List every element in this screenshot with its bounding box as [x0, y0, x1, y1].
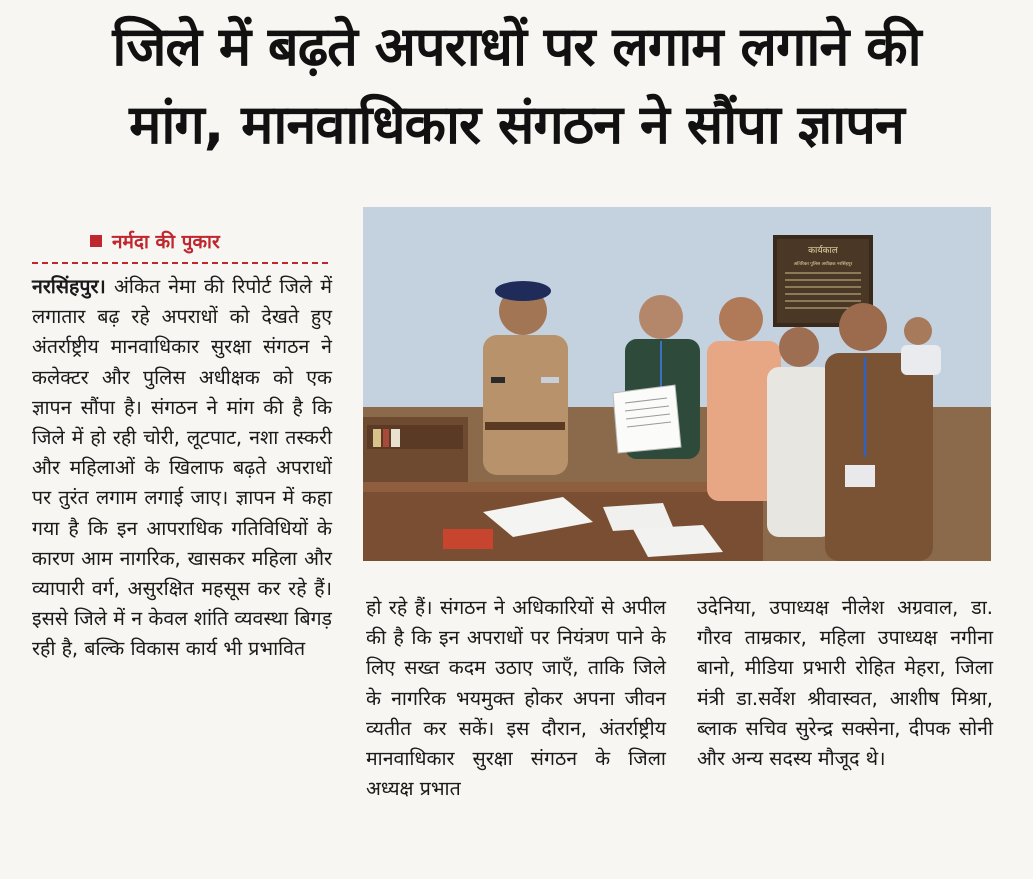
- article-column-2-text: हो रहे हैं। संगठन ने अधिकारियों से अपील की है कि इन अपराधों पर नियंत्रण पाने के लिए सख्त कदम उठाए जाएँ, ताकि जिले के नागरिक भयमुक्त होकर अपना जीवन व्यतीत कर सकें। इस दौरान, अंतर्राष्ट्रीय मानवाधिकार सुरक्षा संगठन के जिला अध्यक्ष प्रभात: [366, 596, 666, 801]
- kicker-label: नर्मदा की पुकार: [112, 231, 220, 253]
- headline-line-1: जिले में बढ़ते अपराधों पर लगाम लगाने की: [112, 15, 921, 78]
- article-dateline: नरसिंहपुर।: [32, 275, 106, 298]
- headline-line-2: मांग, मानवाधिकार संगठन ने सौंपा ज्ञापन: [129, 93, 904, 156]
- article-column-3-text: उदेनिया, उपाध्यक्ष नीलेश अग्रवाल, डा. गौरव ताम्रकार, महिला उपाध्यक्ष नगीना बानो, मीडिया प्रभारी रोहित मेहरा, जिला मंत्री डा.सर्वेश श्रीवास्वत, आशीष मिश्रा, ब्लाक सचिव सुरेन्द्र सक्सेना, दीपक सोनी और अन्य सदस्य मौजूद थे।: [697, 596, 993, 771]
- kicker-divider: [32, 262, 328, 264]
- memorandum-document: [613, 385, 681, 453]
- board-title: कार्यकाल: [808, 246, 838, 256]
- article-column-1: [32, 272, 332, 665]
- news-photo: [363, 207, 991, 561]
- article-column-2: [366, 593, 666, 804]
- article-column-1-text: अंकित नेमा की रिपोर्ट जिले में लगातार बढ़ रहे अपराधों को देखते हुए अंतर्राष्ट्रीय मानवाधिकार सुरक्षा संगठन ने कलेक्टर और पुलिस अधीक्षक को एक ज्ञापन सौंपा है। संगठन ने मांग की है कि जिले में हो रही चोरी, लूटपाट, नशा तस्करी और महिलाओं के खिलाफ बढ़ते अपराधों पर तुरंत लगाम लगाई जाए। ज्ञापन में कहा गया है कि इन आपराधिक गतिविधियों के कारण आम नागरिक, खासकर महिला और व्यापारी वर्ग, असुरक्षित महसूस कर रहे हैं। इससे जिले में न केवल शांति व्यवस्था बिगड़ रही है, बल्कि विकास कार्य भी प्रभावित: [32, 275, 332, 661]
- kicker: [90, 228, 220, 254]
- article-column-3: [697, 593, 993, 774]
- headline: [0, 8, 1033, 164]
- board-subtitle: अतिरिक्त पुलिस अधीक्षक नरसिंहपुर: [793, 262, 853, 267]
- kicker-square-icon: [90, 235, 102, 247]
